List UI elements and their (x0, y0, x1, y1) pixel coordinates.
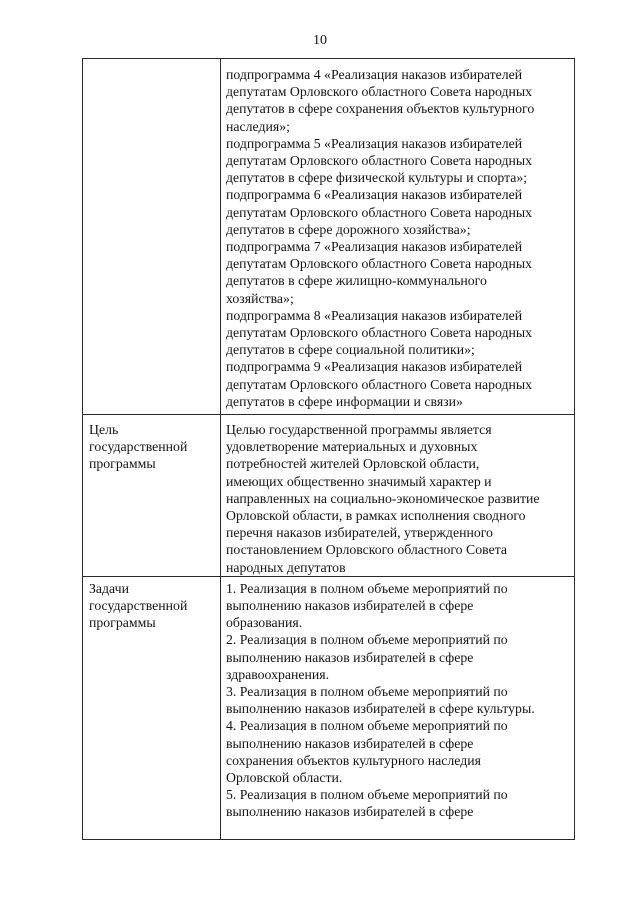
table-content-cell (221, 415, 575, 577)
table-label-cell (83, 59, 221, 415)
program-tasks-text: 1. Реализация в полном объеме мероприятий по выполнению наказов избирателей в сфере образования. 2. Реализация в полном объеме мероприятий по выполнению наказов избирателей в сфере здравоохранения. 3. Реализация в полном объеме мероприятий по выполнению наказов избирателей в сфере культуры. 4. Реализация в полном объеме мероприятий по выполнению наказов избирателей в сфере сохранения объектов культурного наследия Орловской области. 5. Реализация в полном объеме мероприятий по выполнению наказов избирателей в сфере (226, 580, 535, 820)
row-label-subprograms (83, 59, 220, 65)
table-row-subprograms (83, 59, 575, 415)
table-row-goal (83, 415, 575, 577)
subprograms-list-text: подпрограмма 4 «Реализация наказов избирателей депутатам Орловского областного Совета народных депутатов в сфере сохранения объектов культурного наследия»; подпрограмма 5 «Реализация наказов избирателей депутатам Орловского областного Совета народных депутатов в сфере физической культуры и спорта»; подпрограмма 6 «Реализация наказов избирателей депутатам Орловского областного Совета народных депутатов в сфере дорожного хозяйства»; подпрограмма 7 «Реализация наказов избирателей депутатам Орловского областного Совета народных депутатов в сфере жилищно-коммунального хозяйства»; подпрограмма 8 «Реализация наказов избирателей депутатам Орловского областного Совета народных депутатов в сфере социальной политики»; подпрограмма 9 «Реализация наказов избирателей депутатам Орловского областного Совета народных депутатов в сфере информации и связи» (226, 67, 535, 409)
row-label-tasks: Задачи государственной программы (89, 580, 188, 631)
page-number: 10 (313, 33, 327, 48)
table-label-cell (83, 415, 221, 577)
row-label-goal: Цель государственной программы (89, 422, 188, 472)
program-passport-table (82, 58, 575, 840)
table-label-cell (83, 576, 221, 839)
table-content-cell (221, 59, 575, 415)
table-content-cell (221, 576, 575, 839)
table-row-tasks (83, 576, 575, 839)
program-goal-text: Целью государственной программы является удовлетворение материальных и духовных потребностей жителей Орловской области, имеющих общественно значимый характер и направленных на социально-экономическое развитие Орловской области, в рамках исполнения сводного перечня наказов избирателей, утвержденного постановлением Орловского областного Совета народных депутатов (226, 422, 540, 575)
